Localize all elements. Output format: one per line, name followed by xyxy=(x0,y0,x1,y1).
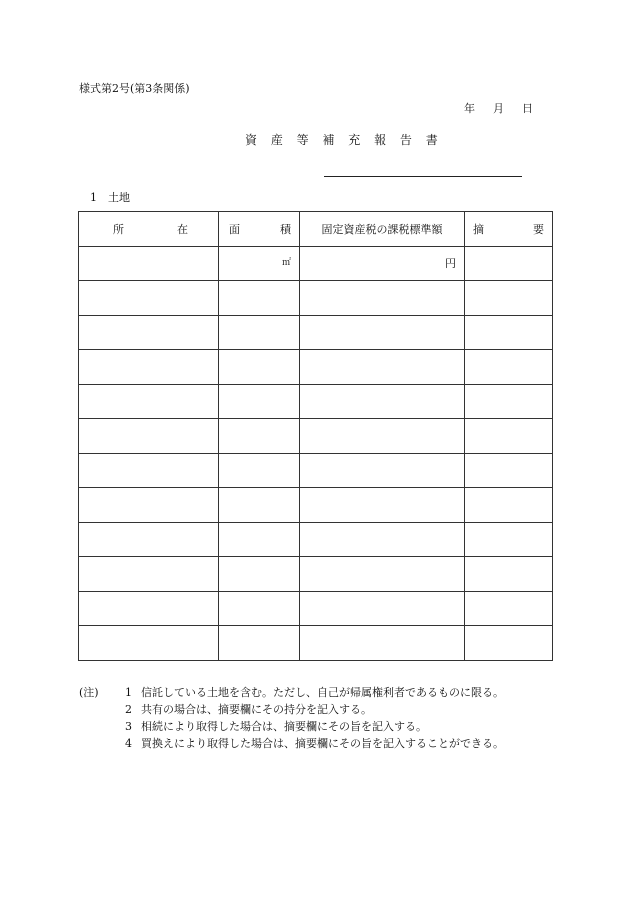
location-cell[interactable] xyxy=(79,453,219,488)
location-cell[interactable] xyxy=(79,591,219,626)
table-row xyxy=(79,246,553,281)
table-row xyxy=(79,453,553,488)
land-table xyxy=(78,211,553,661)
table-row xyxy=(79,384,553,419)
header-location-char-1: 所 xyxy=(113,222,124,236)
date-month-label: 月 xyxy=(493,102,504,115)
area-cell[interactable] xyxy=(219,246,300,281)
location-cell[interactable] xyxy=(79,384,219,419)
area-cell[interactable] xyxy=(219,315,300,350)
form-number: 様式第2号(第3条関係) xyxy=(79,82,190,95)
note-item xyxy=(79,735,504,752)
area-cell[interactable] xyxy=(219,591,300,626)
area-cell[interactable] xyxy=(219,626,300,661)
assessed-value-cell[interactable] xyxy=(300,626,465,661)
assessed-value-cell[interactable] xyxy=(300,281,465,316)
table-row xyxy=(79,350,553,385)
table-row xyxy=(79,281,553,316)
header-area xyxy=(219,212,300,247)
location-cell[interactable] xyxy=(79,419,219,454)
location-cell[interactable] xyxy=(79,626,219,661)
location-cell[interactable] xyxy=(79,522,219,557)
assessed-value-cell[interactable] xyxy=(300,488,465,523)
remarks-cell[interactable] xyxy=(465,281,553,316)
assessed-value-cell[interactable] xyxy=(300,419,465,454)
note-item xyxy=(79,684,504,701)
table-row xyxy=(79,315,553,350)
remarks-cell[interactable] xyxy=(465,384,553,419)
remarks-cell[interactable] xyxy=(465,522,553,557)
document-title: 資 産 等 補 充 報 告 書 xyxy=(245,133,443,147)
area-cell[interactable] xyxy=(219,384,300,419)
assessed-value-cell[interactable] xyxy=(300,557,465,592)
area-cell[interactable] xyxy=(219,453,300,488)
assessed-value-cell[interactable] xyxy=(300,453,465,488)
assessed-value-cell[interactable] xyxy=(300,384,465,419)
header-assessed-value: 固定資産税の課税標準額 xyxy=(300,212,465,247)
section-number: 1 xyxy=(90,191,97,204)
table-row xyxy=(79,522,553,557)
note-text: 共有の場合は、摘要欄にその持分を記入する。 xyxy=(141,703,372,716)
assessed-value-cell[interactable] xyxy=(300,315,465,350)
note-text: 信託している土地を含む。ただし、自己が帰属権利者であるものに限る。 xyxy=(141,686,504,699)
assessed-value-cell[interactable] xyxy=(300,591,465,626)
notes-section xyxy=(79,684,504,752)
area-unit-label: ㎡ xyxy=(281,257,291,268)
header-area-char-1: 面 xyxy=(229,222,240,236)
header-remarks xyxy=(465,212,553,247)
remarks-cell[interactable] xyxy=(465,557,553,592)
assessed-value-cell[interactable] xyxy=(300,350,465,385)
remarks-cell[interactable] xyxy=(465,626,553,661)
date-day-label: 日 xyxy=(522,102,533,115)
area-cell[interactable] xyxy=(219,488,300,523)
date-line xyxy=(464,100,533,116)
location-cell[interactable] xyxy=(79,281,219,316)
table-row xyxy=(79,488,553,523)
note-item xyxy=(79,718,504,735)
remarks-cell[interactable] xyxy=(465,246,553,281)
header-area-char-2: 積 xyxy=(280,222,291,236)
note-text: 相続により取得した場合は、摘要欄にその旨を記入する。 xyxy=(141,720,427,733)
header-location xyxy=(79,212,219,247)
location-cell[interactable] xyxy=(79,315,219,350)
assessed-value-cell[interactable] xyxy=(300,246,465,281)
table-row xyxy=(79,626,553,661)
location-cell[interactable] xyxy=(79,488,219,523)
note-number: 4 xyxy=(125,737,132,750)
remarks-cell[interactable] xyxy=(465,488,553,523)
area-cell[interactable] xyxy=(219,350,300,385)
yen-unit-label: 円 xyxy=(445,257,456,271)
header-location-char-2: 在 xyxy=(177,222,188,236)
remarks-cell[interactable] xyxy=(465,453,553,488)
remarks-cell[interactable] xyxy=(465,419,553,454)
table-row xyxy=(79,591,553,626)
name-signature-line xyxy=(324,176,522,177)
remarks-cell[interactable] xyxy=(465,591,553,626)
date-year-label: 年 xyxy=(464,102,475,115)
remarks-cell[interactable] xyxy=(465,315,553,350)
note-number: 1 xyxy=(125,686,132,699)
area-cell[interactable] xyxy=(219,522,300,557)
area-cell[interactable] xyxy=(219,419,300,454)
table-header-row xyxy=(79,212,553,247)
note-item xyxy=(79,701,504,718)
location-cell[interactable] xyxy=(79,350,219,385)
assessed-value-cell[interactable] xyxy=(300,522,465,557)
note-text: 買換えにより取得した場合は、摘要欄にその旨を記入することができる。 xyxy=(141,737,504,750)
area-cell[interactable] xyxy=(219,281,300,316)
header-remarks-char-2: 要 xyxy=(533,222,544,236)
section-label: 土地 xyxy=(108,191,130,204)
section-heading xyxy=(90,189,130,205)
notes-label: (注) xyxy=(79,686,99,699)
remarks-cell[interactable] xyxy=(465,350,553,385)
header-remarks-char-1: 摘 xyxy=(473,222,484,236)
note-number: 2 xyxy=(125,703,132,716)
table-row xyxy=(79,419,553,454)
table-row xyxy=(79,557,553,592)
note-number: 3 xyxy=(125,720,132,733)
location-cell[interactable] xyxy=(79,557,219,592)
area-cell[interactable] xyxy=(219,557,300,592)
location-cell[interactable] xyxy=(79,246,219,281)
